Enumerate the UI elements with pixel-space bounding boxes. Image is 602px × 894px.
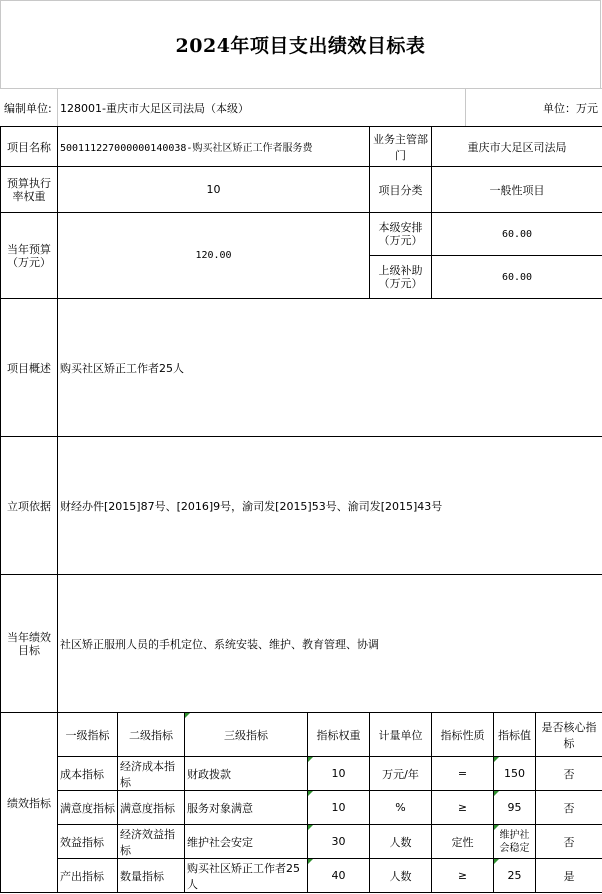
subsidy-label: 上级补助（万元） — [370, 256, 432, 299]
unit-value: 128001-重庆市大足区司法局（本级） — [60, 102, 249, 115]
table-row — [1, 299, 602, 437]
table-row — [1, 167, 602, 213]
sheet-title: 2024年项目支出绩效目标表 — [0, 0, 601, 88]
level3-cell: 购买社区矫正工作者25人 — [185, 859, 308, 893]
table-row — [1, 127, 602, 167]
indicator-row — [1, 825, 602, 859]
core-cell: 是 — [536, 859, 602, 893]
level3-cell: 财政拨款 — [185, 757, 308, 791]
indicator-header: 三级指标 — [185, 713, 308, 757]
indicator-header: 指标值 — [494, 713, 536, 757]
basis-label: 立项依据 — [1, 437, 58, 575]
weight-label: 预算执行率权重 — [1, 167, 58, 213]
value-cell: 150 — [494, 757, 536, 791]
unit-cell: % — [370, 791, 432, 825]
budget-label: 当年预算（万元） — [1, 213, 58, 299]
overview-label: 项目概述 — [1, 299, 58, 437]
weight-cell: 30 — [308, 825, 370, 859]
dept-value: 重庆市大足区司法局 — [432, 127, 602, 167]
basis-value: 财经办件[2015]87号、[2016]9号，渝司发[2015]53号、渝司发[2015]43号 — [58, 437, 602, 575]
level3-cell: 服务对象满意 — [185, 791, 308, 825]
overview-value: 购买社区矫正工作者25人 — [58, 299, 602, 437]
divider — [465, 89, 466, 127]
level1-cell: 产出指标 — [58, 859, 118, 893]
level2-cell: 经济效益指标 — [118, 825, 185, 859]
level1-cell: 成本指标 — [58, 757, 118, 791]
dept-label: 业务主管部门 — [370, 127, 432, 167]
indicator-header: 是否核心指标 — [536, 713, 602, 757]
core-cell: 否 — [536, 791, 602, 825]
level2-cell: 数量指标 — [118, 859, 185, 893]
indicator-header: 计量单位 — [370, 713, 432, 757]
core-cell: 否 — [536, 757, 602, 791]
weight-cell: 40 — [308, 859, 370, 893]
currency-unit: 单位：万元 — [543, 102, 598, 115]
unit-label: 编制单位: — [4, 102, 52, 115]
table-row — [1, 213, 602, 256]
value-cell: 维护社会稳定 — [494, 825, 536, 859]
unit-cell: 人数 — [370, 825, 432, 859]
level1-cell: 效益指标 — [58, 825, 118, 859]
indicator-row — [1, 859, 602, 893]
unit-cell: 人数 — [370, 859, 432, 893]
goal-value: 社区矫正服刑人员的手机定位、系统安装、维护、教育管理、协调 — [58, 575, 602, 713]
weight-cell: 10 — [308, 757, 370, 791]
indicator-header: 二级指标 — [118, 713, 185, 757]
weight-value: 10 — [58, 167, 370, 213]
level1-cell: 满意度指标 — [58, 791, 118, 825]
level2-cell: 经济成本指标 — [118, 757, 185, 791]
indicator-row — [1, 791, 602, 825]
subsidy-value: 60.00 — [432, 256, 602, 299]
unit-cell: 万元/年 — [370, 757, 432, 791]
nature-cell: 定性 — [432, 825, 494, 859]
goal-label: 当年绩效目标 — [1, 575, 58, 713]
local-value: 60.00 — [432, 213, 602, 256]
level3-cell: 维护社会安定 — [185, 825, 308, 859]
project-name-value: 500111227000000140038-购买社区矫正工作者服务费 — [58, 127, 370, 167]
indicator-header: 一级指标 — [58, 713, 118, 757]
indicator-row — [1, 757, 602, 791]
indicator-header-row — [1, 713, 602, 757]
target-table — [0, 126, 602, 893]
indicators-section-label: 绩效指标 — [1, 713, 58, 893]
divider — [57, 89, 58, 127]
table-row — [1, 575, 602, 713]
unit-row — [0, 88, 602, 126]
project-name-label: 项目名称 — [1, 127, 58, 167]
nature-cell: ≥ — [432, 791, 494, 825]
category-label: 项目分类 — [370, 167, 432, 213]
indicator-header: 指标性质 — [432, 713, 494, 757]
local-label: 本级安排（万元） — [370, 213, 432, 256]
core-cell: 否 — [536, 825, 602, 859]
category-value: 一般性项目 — [432, 167, 602, 213]
value-cell: 95 — [494, 791, 536, 825]
indicator-header: 指标权重 — [308, 713, 370, 757]
table-row — [1, 437, 602, 575]
nature-cell: ≥ — [432, 859, 494, 893]
nature-cell: = — [432, 757, 494, 791]
value-cell: 25 — [494, 859, 536, 893]
level2-cell: 满意度指标 — [118, 791, 185, 825]
weight-cell: 10 — [308, 791, 370, 825]
budget-value: 120.00 — [58, 213, 370, 299]
